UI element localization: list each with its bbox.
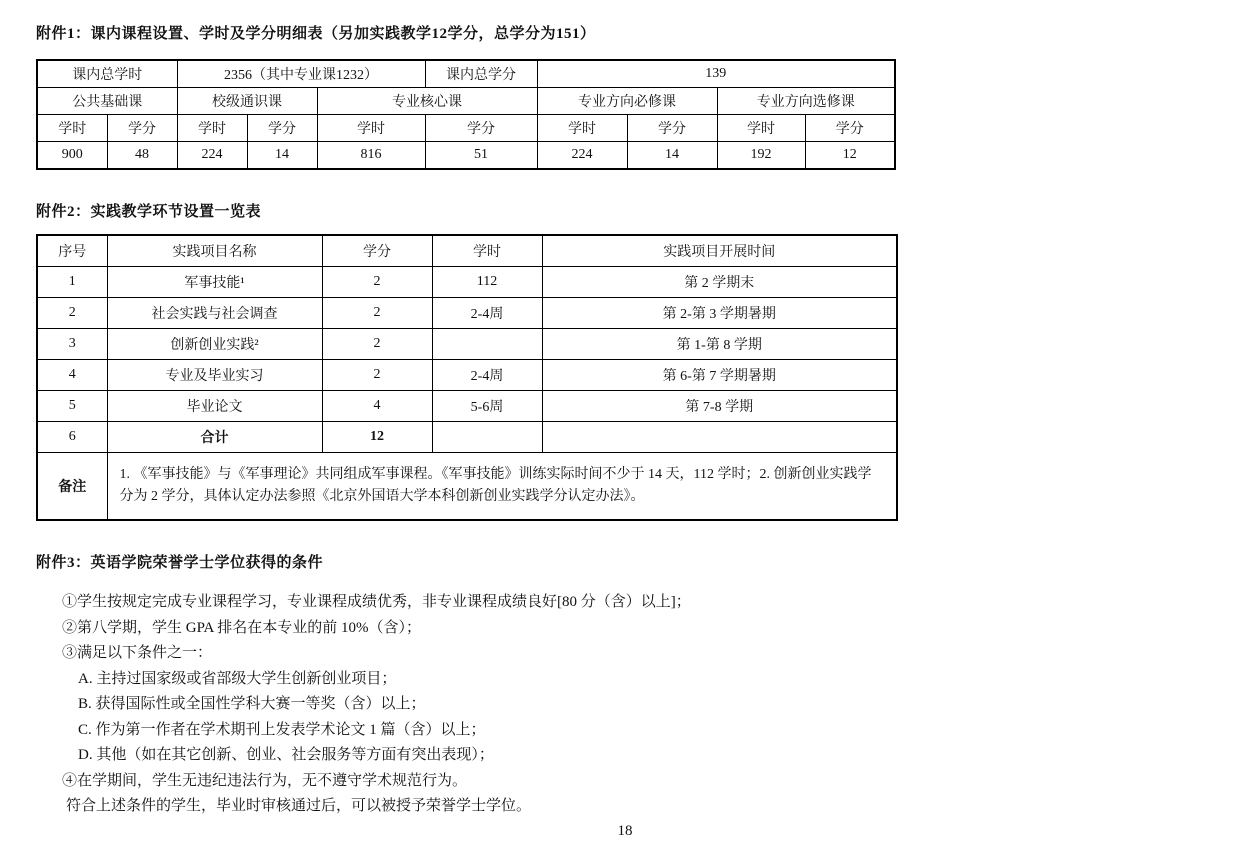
column-header: 学时 — [37, 115, 107, 142]
values-row — [37, 142, 895, 170]
table-row — [37, 360, 897, 391]
column-header: 学分 — [805, 115, 895, 142]
table-cell — [432, 422, 542, 453]
column-header: 学时 — [717, 115, 805, 142]
table-cell: 2 — [322, 298, 432, 329]
table-cell: 5-6周 — [432, 391, 542, 422]
summary-row — [37, 60, 895, 88]
closing-line: 符合上述条件的学生，毕业时审核通过后，可以被授予荣誉学士学位。 — [66, 798, 532, 814]
column-header: 实践项目名称 — [107, 235, 322, 267]
table-cell: 4 — [37, 360, 107, 391]
table-cell: 4 — [322, 391, 432, 422]
category-row — [37, 88, 895, 115]
table-cell: 创新创业实践² — [107, 329, 322, 360]
attachment1-course-table — [36, 59, 896, 170]
table-cell: 51 — [425, 142, 537, 170]
table-row — [37, 298, 897, 329]
table-cell: 军事技能¹ — [107, 267, 322, 298]
condition-subline: B. 获得国际性或全国性学科大赛一等奖（含）以上； — [78, 696, 426, 712]
header-row — [37, 235, 897, 267]
condition-line: ①学生按规定完成专业课程学习，专业课程成绩优秀，非专业课程成绩良好[80 分（含）以上]； — [62, 594, 691, 610]
category-cell: 校级通识课 — [177, 88, 317, 115]
condition-subline: A. 主持过国家级或省部级大学生创新创业项目； — [78, 670, 397, 687]
condition-subline: D. 其他（如在其它创新、创业、社会服务等方面有突出表现）； — [78, 747, 494, 763]
total-hours-label: 课内总学时 — [37, 60, 177, 88]
table-cell: 第 2-第 3 学期暑期 — [542, 298, 897, 329]
table-cell: 毕业论文 — [107, 391, 322, 422]
table-cell: 2 — [322, 329, 432, 360]
category-cell: 专业方向选修课 — [717, 88, 895, 115]
column-header: 学分 — [627, 115, 717, 142]
category-cell: 专业方向必修课 — [537, 88, 717, 115]
table-cell: 192 — [717, 142, 805, 170]
total-credits: 12 — [322, 422, 432, 453]
column-header: 学分 — [107, 115, 177, 142]
table-cell: 3 — [37, 329, 107, 360]
condition-line: ④在学期间，学生无违纪违法行为，无不遵守学术规范行为。 — [62, 772, 468, 789]
attachment3-conditions — [36, 590, 1250, 820]
subheader-row — [37, 115, 895, 142]
table-cell — [432, 329, 542, 360]
total-credits-value: 139 — [537, 60, 895, 88]
page-number: 18 — [617, 823, 633, 839]
table-row — [37, 391, 897, 422]
column-header: 实践项目开展时间 — [542, 235, 897, 267]
table-cell: 2 — [322, 267, 432, 298]
column-header: 学时 — [317, 115, 425, 142]
table-cell: 6 — [37, 422, 107, 453]
condition-line: ②第八学期，学生 GPA 排名在本专业的前 10%（含）； — [62, 619, 422, 636]
column-header: 学分 — [425, 115, 537, 142]
attachment2-heading: 附件2：实践教学环节设置一览表 — [36, 204, 262, 220]
table-cell: 14 — [627, 142, 717, 170]
total-hours-value: 2356（其中专业课1232） — [177, 60, 425, 88]
table-cell: 112 — [432, 267, 542, 298]
table-cell: 第 6-第 7 学期暑期 — [542, 360, 897, 391]
table-cell: 816 — [317, 142, 425, 170]
table-cell: 14 — [247, 142, 317, 170]
table-cell: 224 — [177, 142, 247, 170]
table-row — [37, 329, 897, 360]
condition-subline: C. 作为第一作者在学术期刊上发表学术论文 1 篇（含）以上； — [78, 721, 486, 738]
table-cell: 2 — [322, 360, 432, 391]
table-cell — [542, 422, 897, 453]
table-cell: 2-4周 — [432, 298, 542, 329]
total-row — [37, 422, 897, 453]
table-cell: 12 — [805, 142, 895, 170]
remark-row — [37, 453, 897, 521]
table-cell: 48 — [107, 142, 177, 170]
attachment1-heading: 附件1：课内课程设置、学时及学分明细表（另加实践教学12学分，总学分为151） — [36, 26, 596, 42]
table-cell: 第 1-第 8 学期 — [542, 329, 897, 360]
table-cell: 1 — [37, 267, 107, 298]
column-header: 学时 — [537, 115, 627, 142]
column-header: 学分 — [322, 235, 432, 267]
attachment2-practice-table — [36, 234, 898, 521]
table-row — [37, 267, 897, 298]
column-header: 学分 — [247, 115, 317, 142]
table-cell: 5 — [37, 391, 107, 422]
table-cell: 第 7-8 学期 — [542, 391, 897, 422]
category-cell: 专业核心课 — [317, 88, 537, 115]
table-cell: 2-4周 — [432, 360, 542, 391]
column-header: 学时 — [432, 235, 542, 267]
table-cell: 社会实践与社会调查 — [107, 298, 322, 329]
column-header: 学时 — [177, 115, 247, 142]
column-header: 序号 — [37, 235, 107, 267]
table-cell: 224 — [537, 142, 627, 170]
table-cell: 专业及毕业实习 — [107, 360, 322, 391]
remark-label: 备注 — [37, 453, 107, 521]
category-cell: 公共基础课 — [37, 88, 177, 115]
total-label: 合计 — [107, 422, 322, 453]
table-cell: 900 — [37, 142, 107, 170]
condition-line: ③满足以下条件之一： — [62, 645, 213, 661]
attachment3-heading: 附件3：英语学院荣誉学士学位获得的条件 — [36, 555, 324, 571]
table-cell: 2 — [37, 298, 107, 329]
remark-text: 1. 《军事技能》与《军事理论》共同组成军事课程。《军事技能》训练实际时间不少于 14 天，112 学时；2. 创新创业实践学分为 2 学分，具体认定办法参照《北京外国语大学本科创新创业实践学分认定办法》。 — [107, 453, 897, 521]
table-cell: 第 2 学期末 — [542, 267, 897, 298]
total-credits-label: 课内总学分 — [425, 60, 537, 88]
